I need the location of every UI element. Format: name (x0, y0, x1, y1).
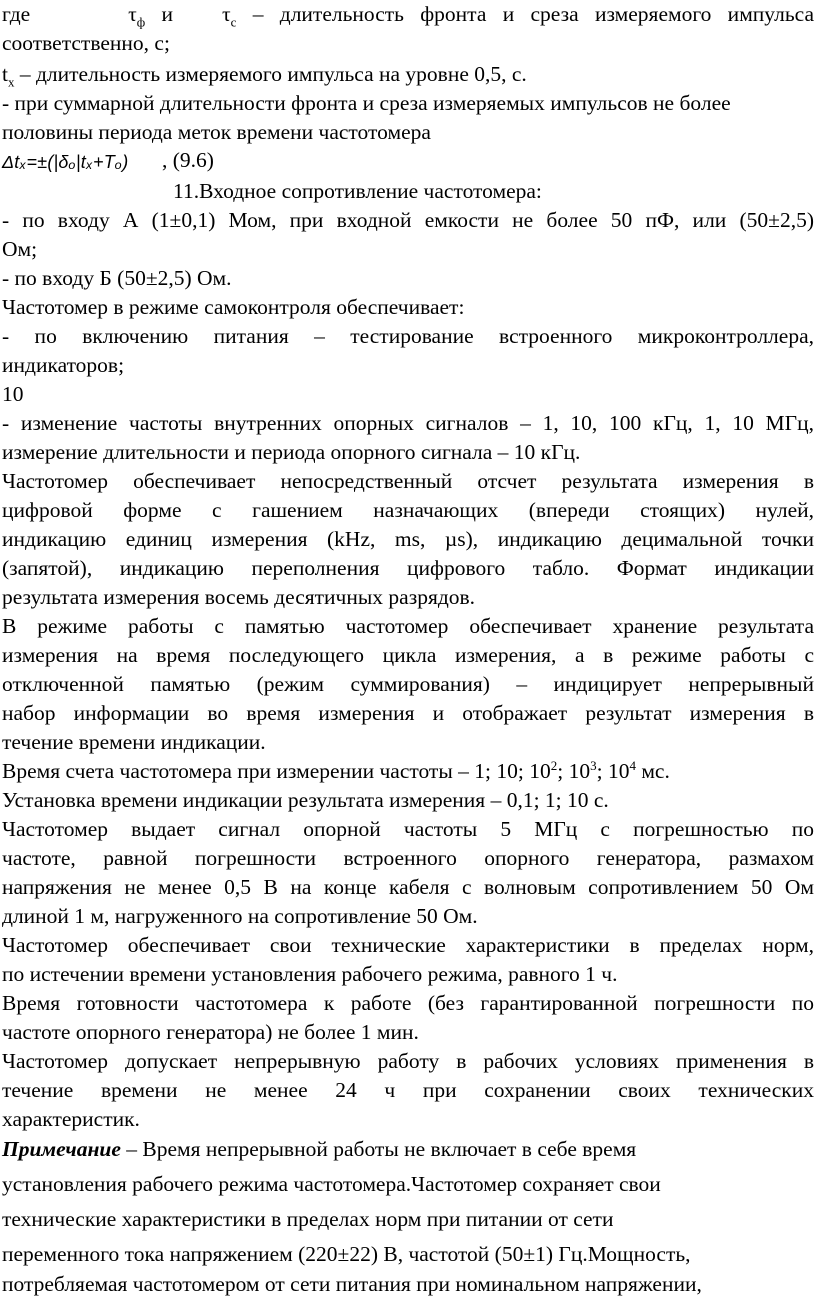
text-line: Частотомер допускает непрерывную работу в рабочих условиях применения в (2, 1049, 814, 1073)
text-line: переменного тока напряжением (220±22) В, частотой (50±1) Гц.Мощность, (2, 1242, 691, 1266)
text-line: В режиме работы с памятью частотомер обеспечивает хранение результата (2, 614, 814, 638)
text-line: Частотомер обеспечивает свои технические характеристики в пределах норм, (2, 933, 814, 957)
text-fragment: ; 10 (596, 759, 630, 783)
text-line: течение времени не менее 24 ч при сохранении своих технических (2, 1078, 814, 1102)
text-line: Время готовности частотомера к работе (без гарантированной погрешности по (2, 991, 814, 1015)
text-line: измерения на время последующего цикла измерения, а в режиме работы с (2, 643, 814, 667)
text-line: Частотомер выдает сигнал опорной частоты 5 МГц с погрешностью по (2, 817, 814, 841)
text-line: (запятой), индикацию переполнения цифрового табло. Формат индикации (2, 556, 814, 580)
text-fragment: – длительность фронта и среза измеряемого импульса (236, 2, 814, 26)
text-line: течение времени индикации. (2, 730, 266, 754)
text-fragment: t (2, 62, 8, 86)
formula-number: , (9.6) (162, 148, 214, 172)
text-line: половины периода меток времени частотомера (2, 120, 431, 144)
text-line: - по входу Б (50±2,5) Ом. (2, 266, 232, 290)
text-fragment: ; 10 (557, 759, 591, 783)
text-line: по истечении времени установления рабочего режима, равного 1 ч. (2, 962, 618, 986)
text-line: отключенной памятью (режим суммирования) – индицирует непрерывный (2, 672, 814, 696)
text-line: Установка времени индикации результата измерения – 0,1; 1; 10 с. (2, 788, 609, 812)
superscript: 2 (550, 757, 558, 773)
text-line: - при суммарной длительности фронта и среза измеряемых импульсов не более (2, 91, 731, 115)
text-line: частоте опорного генератора) не более 1 мин. (2, 1020, 419, 1044)
text-line: соответственно, с; (2, 31, 170, 55)
subscript: ф (136, 14, 146, 30)
text-line (2, 757, 814, 785)
page-number: 10 (2, 382, 24, 406)
text-fragment: – Время непрерывной работы не включает в себе время (120, 1137, 637, 1161)
formula-image: Δtₓ=±(|δₒ|tₓ+Tₒ) (2, 152, 129, 173)
text-line: результата измерения восемь десятичных разрядов. (2, 585, 476, 609)
text-fragment: – длительность измеряемого импульса на уровне 0,5, с. (14, 62, 527, 86)
text-line: - по входу А (1±0,1) Мом, при входной емкости не более 50 пФ, или (50±2,5) (2, 208, 814, 232)
tau-symbol: τ (221, 2, 231, 26)
text-line: набор информации во время измерения и отображает результат измерения в (2, 701, 814, 725)
formula-line (2, 146, 814, 176)
text-line: Ом; (2, 237, 38, 261)
text-line (2, 0, 814, 28)
text-fragment: и (145, 2, 190, 26)
text-line: Частотомер обеспечивает непосредственный отсчет результата измерения в (2, 469, 814, 493)
text-line: - изменение частоты внутренних опорных сигналов – 1, 10, 100 кГц, 1, 10 МГц, (2, 411, 814, 435)
text-line: измерение длительности и периода опорного сигнала – 10 кГц. (2, 440, 581, 464)
text-line: индикацию единиц измерения (kHz, ms, µs), индикацию децимальной точки (2, 527, 814, 551)
text-line: частоте, равной погрешности встроенного опорного генератора, размахом (2, 846, 814, 870)
note-label: Примечание (2, 1137, 121, 1161)
tau-symbol: τ (128, 2, 137, 26)
text-line (2, 60, 814, 88)
superscript: 3 (590, 757, 597, 773)
text-fragment: мс. (635, 759, 670, 783)
text-line: длиной 1 м, нагруженного на сопротивление 50 Ом. (2, 904, 478, 928)
section-heading: 11.Входное сопротивление частотомера: (173, 179, 542, 203)
text-fragment: где (2, 2, 31, 26)
note-line (2, 1135, 814, 1163)
text-line: - по включению питания – тестирование встроенного микроконтроллера, (2, 324, 814, 348)
superscript: 4 (629, 757, 636, 773)
text-line: установления рабочего режима частотомера.Частотомер сохраняет свои (2, 1172, 661, 1196)
subscript: c (230, 14, 237, 30)
text-line: технические характеристики в пределах норм при питании от сети (2, 1207, 614, 1231)
text-line: характеристик. (2, 1107, 140, 1131)
text-fragment: Время счета частотомера при измерении частоты – 1; 10; 10 (2, 759, 551, 783)
text-line: потребляемая частотомером от сети питания при номинальном напряжении, (2, 1272, 702, 1296)
text-line: Частотомер в режиме самоконтроля обеспечивает: (2, 295, 465, 319)
text-line: цифровой форме с гашением назначающих (впереди стоящих) нулей, (2, 498, 814, 522)
text-line: индикаторов; (2, 353, 125, 377)
text-line: напряжения не менее 0,5 В на конце кабеля с волновым сопротивлением 50 Ом (2, 875, 814, 899)
subscript: x (7, 74, 15, 90)
